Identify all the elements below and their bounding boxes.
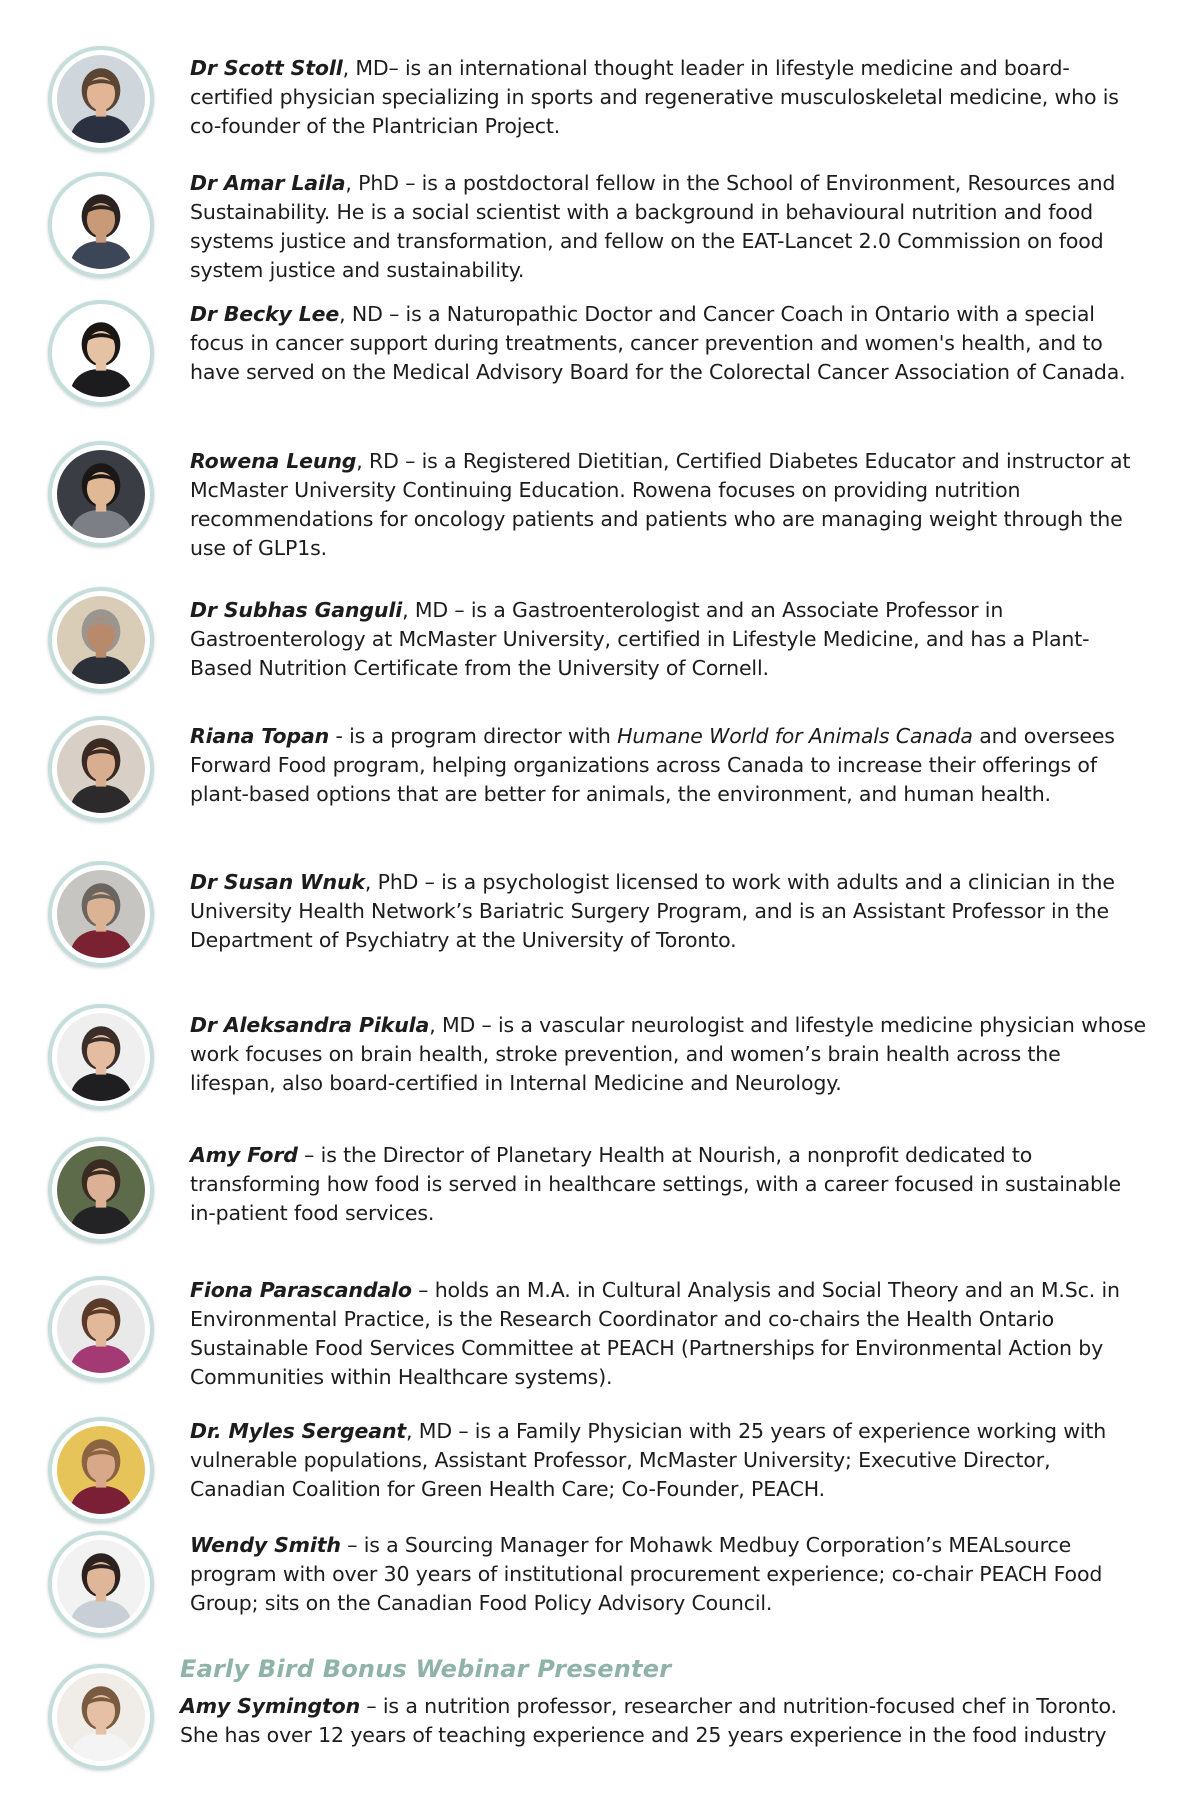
- speaker-description: - is a program director with: [329, 724, 618, 748]
- bonus-section-heading: Early Bird Bonus Webinar Presenter: [180, 1655, 672, 1683]
- speaker-name: Dr. Myles Sergeant: [190, 1419, 407, 1443]
- portrait-illustration: [57, 1285, 145, 1373]
- speaker-bio: [190, 1141, 1150, 1228]
- speaker-bio: [190, 447, 1150, 563]
- speaker-bio: [190, 722, 1150, 809]
- portrait-illustration: [57, 1146, 145, 1234]
- speaker-name: Dr Scott Stoll: [190, 56, 343, 80]
- speaker-bio: [190, 868, 1150, 955]
- speaker-bio: [190, 169, 1150, 285]
- speaker-bio: [190, 1276, 1150, 1392]
- speaker-name: Amy Ford: [190, 1143, 298, 1167]
- speaker-description: – is a Sourcing Manager for Mohawk Medbuy Corporation’s MEALsource program with over 30 years of institutional procurement experience; co-chair PEACH Food Group; sits on the Canadian Food Policy Advisory Council.: [190, 1533, 1103, 1615]
- speaker-name: Amy Symington: [180, 1694, 361, 1718]
- portrait-illustration: [57, 1540, 145, 1628]
- speaker-description: – is a nutrition professor, researcher and nutrition-focused chef in Toronto. She has over 12 years of teaching experience and 25 years experience in the food industry: [180, 1694, 1117, 1747]
- speaker-description: , MD – is a vascular neurologist and lifestyle medicine physician whose work focuses on brain health, stroke prevention, and women’s brain health across the lifespan, also board-certified in Internal Medicine and Neurology.: [190, 1013, 1146, 1095]
- organization-name: Humane World for Animals Canada: [617, 724, 973, 748]
- portrait-illustration: [57, 596, 145, 684]
- portrait-illustration: [57, 181, 145, 269]
- speaker-description: – is the Director of Planetary Health at Nourish, a nonprofit dedicated to transforming how food is served in healthcare settings, with a career focused in sustainable in-patient food services.: [190, 1143, 1121, 1225]
- speaker-photo: [48, 1664, 154, 1770]
- portrait-illustration: [57, 1013, 145, 1101]
- speaker-bio: [190, 1011, 1150, 1098]
- portrait-illustration: [57, 55, 145, 143]
- speaker-description: , MD– is an international thought leader in lifestyle medicine and board-certified physician specializing in sports and regenerative musculoskeletal medicine, who is co-founder of the Plantrician Project.: [190, 56, 1119, 138]
- speaker-photo: [48, 1531, 154, 1637]
- speaker-photo: [48, 716, 154, 822]
- speaker-photo: [48, 587, 154, 693]
- speaker-name: Wendy Smith: [190, 1533, 341, 1557]
- speaker-description: , PhD – is a postdoctoral fellow in the School of Environment, Resources and Sustainability. He is a social scientist with a background in behavioural nutrition and food systems justice and transformation, and fellow on the EAT-Lancet 2.0 Commission on food system justice and sustainability.: [190, 171, 1116, 282]
- speaker-photo: [48, 300, 154, 406]
- speaker-photo: [48, 1417, 154, 1523]
- speaker-bio: [180, 1692, 1160, 1750]
- speaker-photo: [48, 441, 154, 547]
- portrait-illustration: [57, 1673, 145, 1761]
- speaker-name: Fiona Parascandalo: [190, 1278, 412, 1302]
- speaker-photo: [48, 46, 154, 152]
- speaker-description: – holds an M.A. in Cultural Analysis and Social Theory and an M.Sc. in Environmental Practice, is the Research Coordinator and co-chairs the Health Ontario Sustainable Food Services Committee at PEACH (Partnerships for Environmental Action by Communities within Healthcare systems).: [190, 1278, 1120, 1389]
- portrait-illustration: [57, 450, 145, 538]
- portrait-illustration: [57, 309, 145, 397]
- speaker-photo: [48, 861, 154, 967]
- speaker-bio: [190, 1531, 1150, 1618]
- speaker-bio: [190, 596, 1150, 683]
- speaker-name: Riana Topan: [190, 724, 330, 748]
- speaker-photo: [48, 1004, 154, 1110]
- speaker-bio: [190, 1417, 1150, 1504]
- speaker-description: , PhD – is a psychologist licensed to work with adults and a clinician in the University Health Network’s Bariatric Surgery Program, and is an Assistant Professor in the Department of Psychiatry at the University of Toronto.: [190, 870, 1115, 952]
- speaker-description: , ND – is a Naturopathic Doctor and Cancer Coach in Ontario with a special focus in cancer support during treatments, cancer prevention and women's health, and to have served on the Medical Advisory Board for the Colorectal Cancer Association of Canada.: [190, 302, 1126, 384]
- speaker-photo: [48, 1137, 154, 1243]
- speaker-bio: [190, 300, 1150, 387]
- speaker-bio: [190, 54, 1150, 141]
- speaker-description: , MD – is a Gastroenterologist and an Associate Professor in Gastroenterology at McMaster University, certified in Lifestyle Medicine, and has a Plant-Based Nutrition Certificate from the University of Cornell.: [190, 598, 1090, 680]
- portrait-illustration: [57, 870, 145, 958]
- speaker-name: Dr Susan Wnuk: [190, 870, 365, 894]
- speaker-description: and oversees Forward Food program, helping organizations across Canada to increase their offerings of plant-based options that are better for animals, the environment, and human health.: [190, 724, 1115, 806]
- speaker-name: Dr Subhas Ganguli: [190, 598, 403, 622]
- speaker-description: , MD – is a Family Physician with 25 years of experience working with vulnerable populations, Assistant Professor, McMaster University; Executive Director, Canadian Coalition for Green Health Care; Co-Founder, PEACH.: [190, 1419, 1107, 1501]
- speaker-name: Dr Amar Laila: [190, 171, 346, 195]
- portrait-illustration: [57, 725, 145, 813]
- portrait-illustration: [57, 1426, 145, 1514]
- speaker-description: , RD – is a Registered Dietitian, Certified Diabetes Educator and instructor at McMaster University Continuing Education. Rowena focuses on providing nutrition recommendations for oncology patients and patients who are managing weight through the use of GLP1s.: [190, 449, 1131, 560]
- speaker-name: Rowena Leung: [190, 449, 357, 473]
- speaker-name: Dr Aleksandra Pikula: [190, 1013, 430, 1037]
- speaker-photo: [48, 1276, 154, 1382]
- speaker-photo: [48, 172, 154, 278]
- speaker-name: Dr Becky Lee: [190, 302, 340, 326]
